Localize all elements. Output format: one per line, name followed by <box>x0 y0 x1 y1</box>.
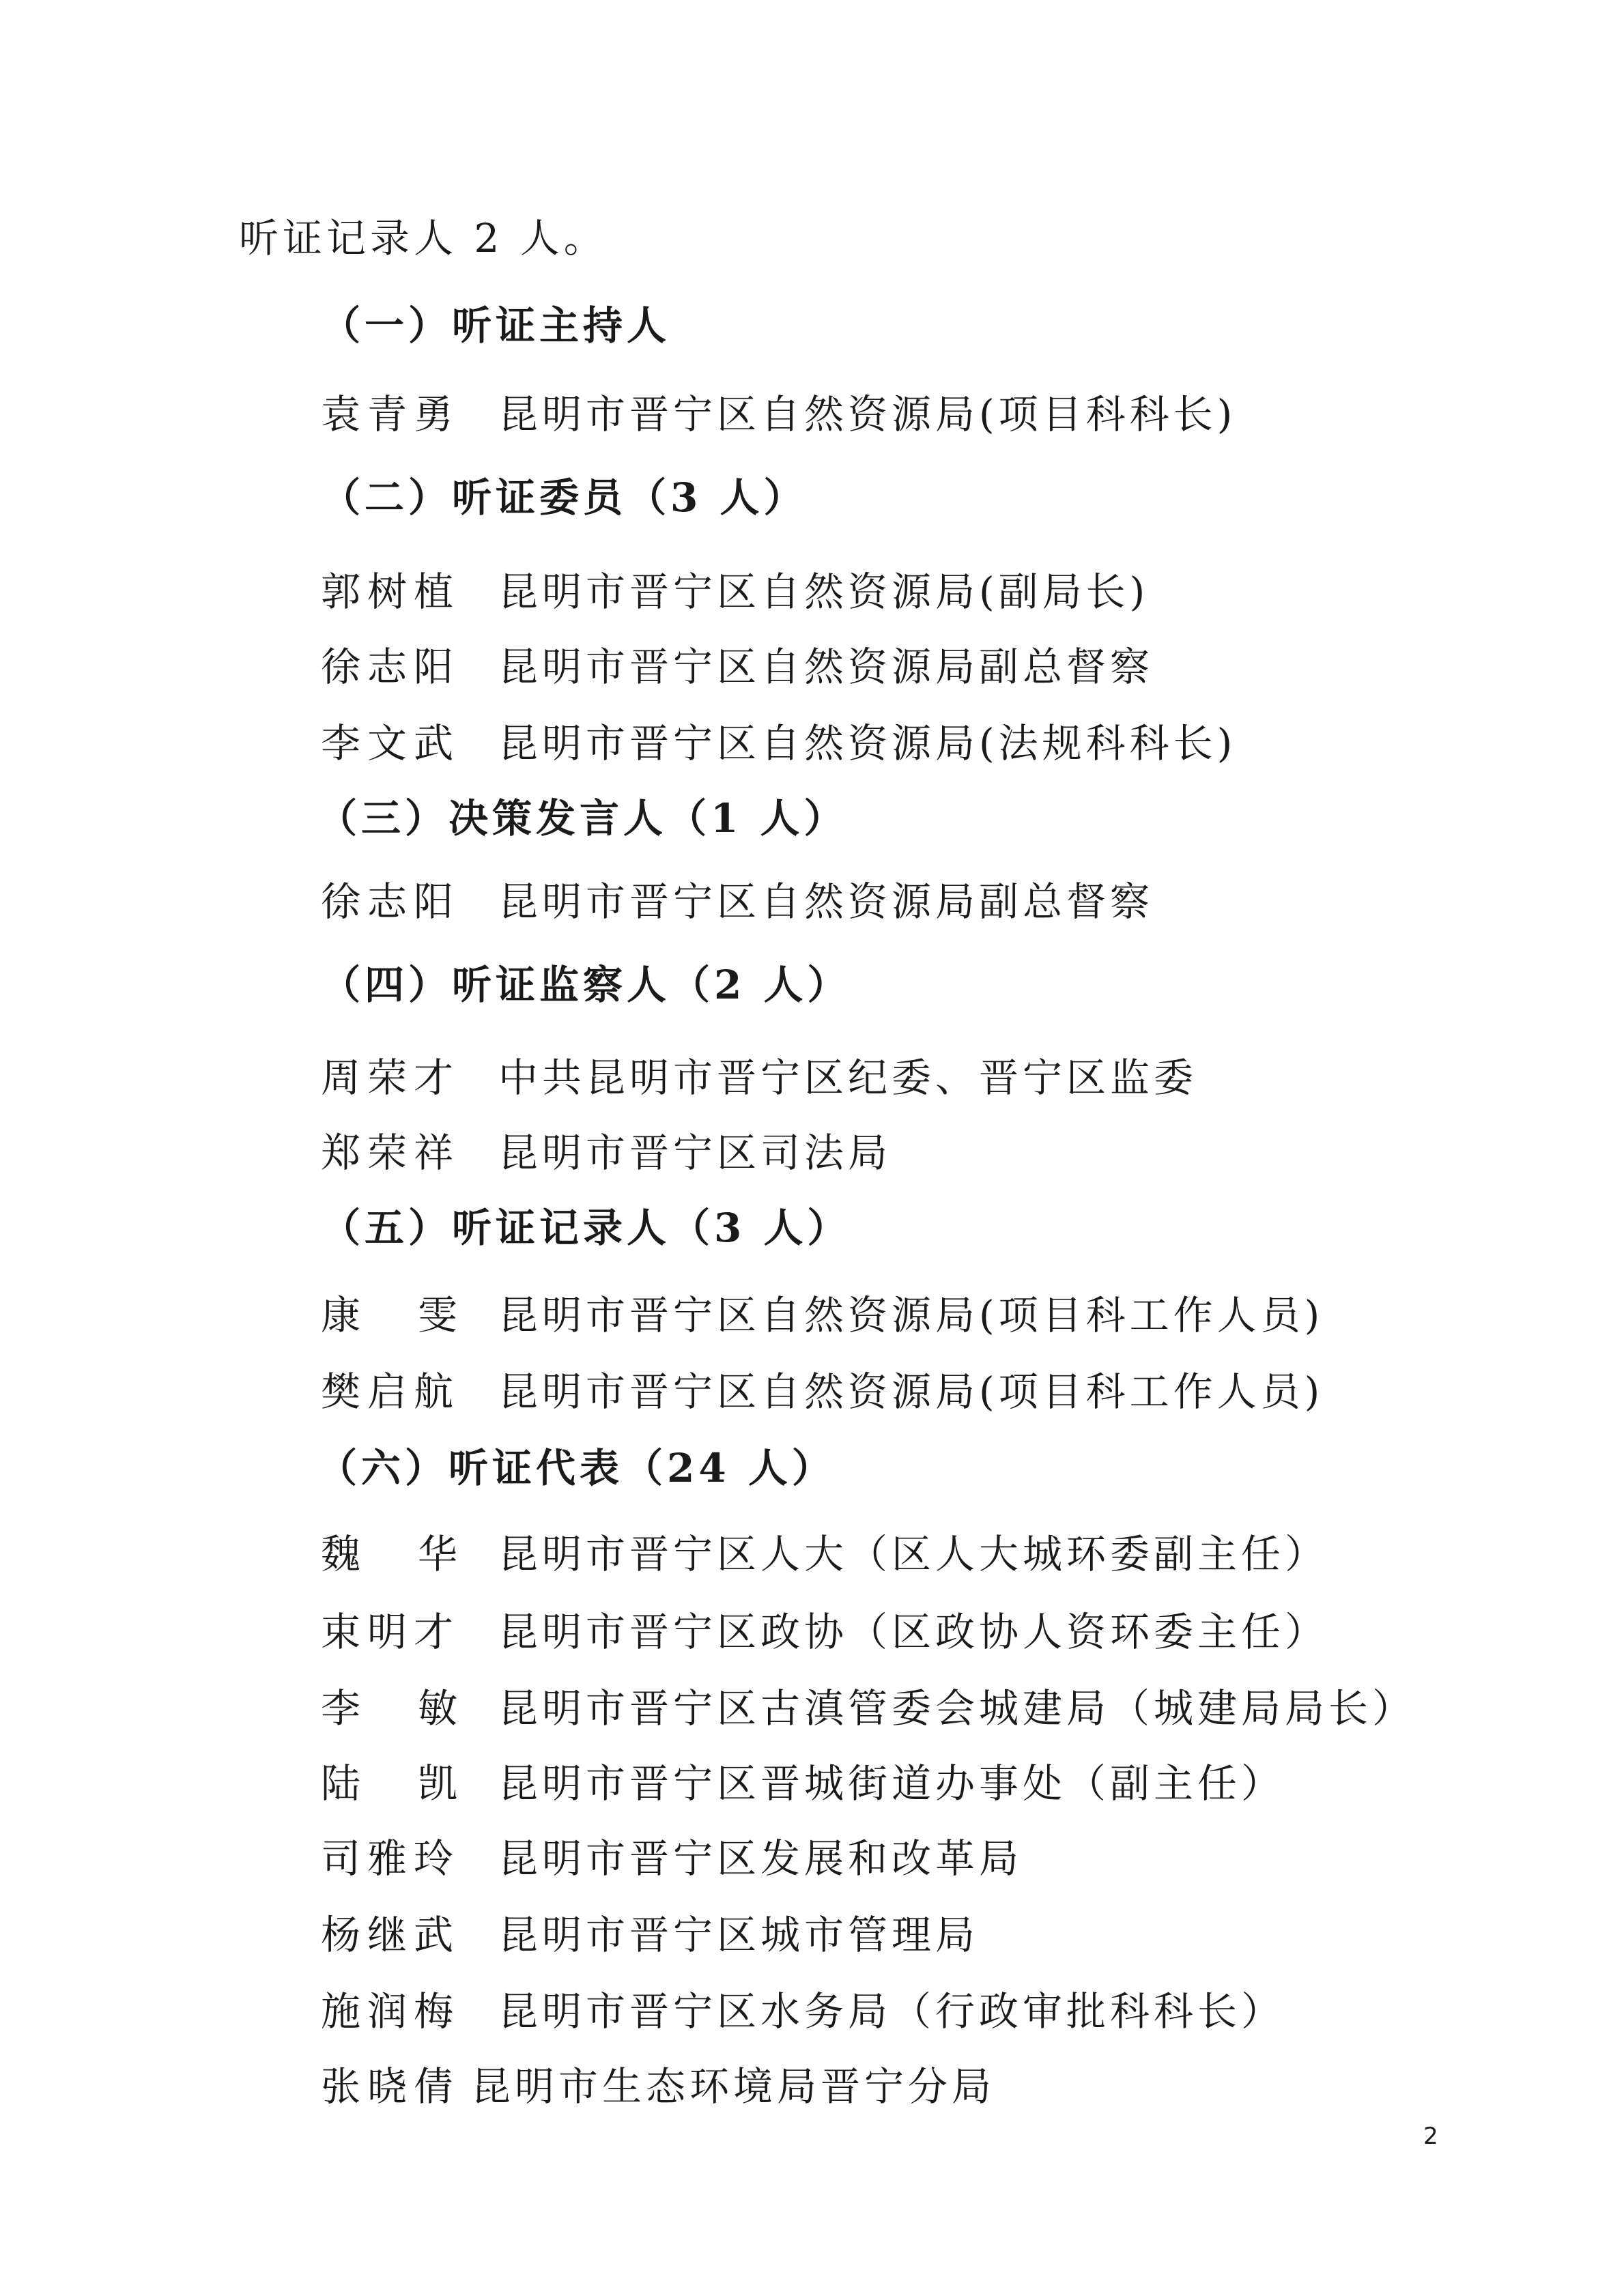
person-org: 昆明市晋宁区自然资源局(项目科工作人员) <box>498 1368 1324 1415</box>
person-name: 司雅玲 <box>321 1835 461 1882</box>
person-name: 杨继武 <box>321 1912 461 1958</box>
person-name: 李文武 <box>321 720 461 766</box>
page-number: 2 <box>1423 2123 1438 2150</box>
person-org: 昆明市生态环境局晋宁分局 <box>471 2063 996 2110</box>
person-org: 昆明市晋宁区古滇管委会城建局（城建局局长） <box>498 1685 1416 1732</box>
section-heading-4: （四）听证监察人（2 人） <box>321 962 851 1008</box>
person-name: 张晓倩 <box>321 2063 461 2110</box>
person-name: 周荣才 <box>321 1054 461 1101</box>
person-org: 昆明市晋宁区司法局 <box>498 1130 892 1176</box>
person-name: 徐志阳 <box>321 644 461 690</box>
person-org: 昆明市晋宁区城市管理局 <box>498 1912 980 1958</box>
person-name: 郑荣祥 <box>321 1130 461 1176</box>
intro-line: 听证记录人 2 人。 <box>239 215 608 261</box>
person-org: 昆明市晋宁区自然资源局副总督察 <box>498 878 1154 925</box>
person-org: 昆明市晋宁区人大（区人大城环委副主任） <box>498 1531 1329 1577</box>
person-name: 施润梅 <box>321 1988 461 2035</box>
person-org: 昆明市晋宁区晋城街道办事处（副主任） <box>498 1760 1285 1807</box>
person-name: 魏华 <box>321 1531 515 1577</box>
person-org: 昆明市晋宁区政协（区政协人资环委主任） <box>498 1609 1329 1655</box>
person-org: 昆明市晋宁区发展和改革局 <box>498 1835 1023 1882</box>
person-org: 昆明市晋宁区自然资源局副总督察 <box>498 644 1154 690</box>
person-name: 徐志阳 <box>321 878 461 925</box>
section-heading-2: （二）听证委员（3 人） <box>321 474 808 521</box>
person-org: 昆明市晋宁区自然资源局(项目科工作人员) <box>498 1292 1324 1338</box>
person-org: 中共昆明市晋宁区纪委、晋宁区监委 <box>498 1054 1198 1101</box>
section-heading-5: （五）听证记录人（3 人） <box>321 1205 851 1251</box>
person-name: 樊启航 <box>321 1368 461 1415</box>
person-name: 康雯 <box>321 1292 515 1338</box>
person-org: 昆明市晋宁区自然资源局(副局长) <box>498 569 1150 615</box>
person-name: 郭树植 <box>321 569 461 615</box>
section-heading-3: （三）决策发言人（1 人） <box>317 795 848 842</box>
person-org: 昆明市晋宁区自然资源局(项目科科长) <box>498 391 1237 437</box>
section-heading-6: （六）听证代表（24 人） <box>317 1445 836 1491</box>
person-org: 昆明市晋宁区水务局（行政审批科科长） <box>498 1988 1285 2035</box>
person-org: 昆明市晋宁区自然资源局(法规科科长) <box>498 720 1237 766</box>
person-name: 李敏 <box>321 1685 515 1732</box>
section-heading-1: （一）听证主持人 <box>321 302 671 349</box>
person-name: 陆凯 <box>321 1760 515 1807</box>
person-name: 束明才 <box>321 1609 461 1655</box>
person-name: 袁青勇 <box>321 391 461 437</box>
